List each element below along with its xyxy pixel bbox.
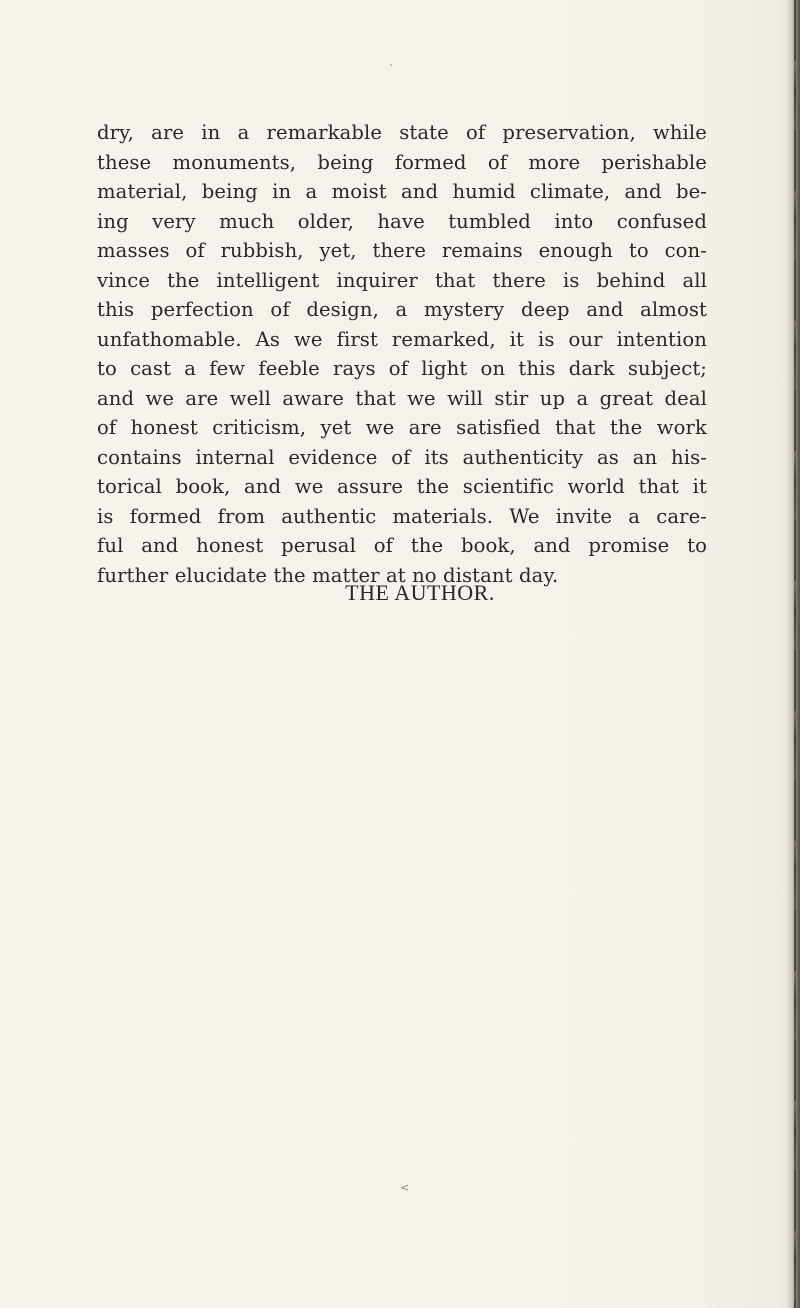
text-line: unfathomable. As we first remarked, it is our intention [97,327,707,351]
text-line: ful and honest perusal of the book, and promise to [97,534,707,557]
page-speck [390,64,392,66]
text-line: to cast a few feeble rays of light on this dark subject; [97,357,707,380]
page-edge-shadow [786,0,800,1308]
text-line: and we are well aware that we will stir up a great deal [97,386,707,410]
text-line: material, being in a moist and humid climate, and be- [97,180,707,203]
text-line: contains internal evidence of its authenticity as an his- [97,445,707,469]
text-line: masses of rubbish, yet, there remains enough to con- [97,239,707,262]
text-line: vince the intelligent inquirer that there is behind all [97,268,707,292]
text-line: is formed from authentic materials. We invite a care- [97,504,707,528]
stray-mark: < [400,1181,410,1194]
author-signature [0,580,800,606]
text-line: torical book, and we assure the scientific world that it [97,475,707,498]
text-line: ing very much older, have tumbled into confused [97,209,707,233]
signature-text: THE AUTHOR. [345,580,495,605]
text-line-last: further elucidate the matter at no distant day. [97,563,559,587]
text-line: dry, are in a remarkable state of preservation, while [97,121,707,144]
text-line: this perfection of design, a mystery deep and almost [97,298,707,321]
page-edge [794,0,796,1308]
body-text [97,118,707,590]
text-line: of honest criticism, yet we are satisfied that the work [97,416,707,439]
text-line: these monuments, being formed of more perishable [97,150,707,174]
